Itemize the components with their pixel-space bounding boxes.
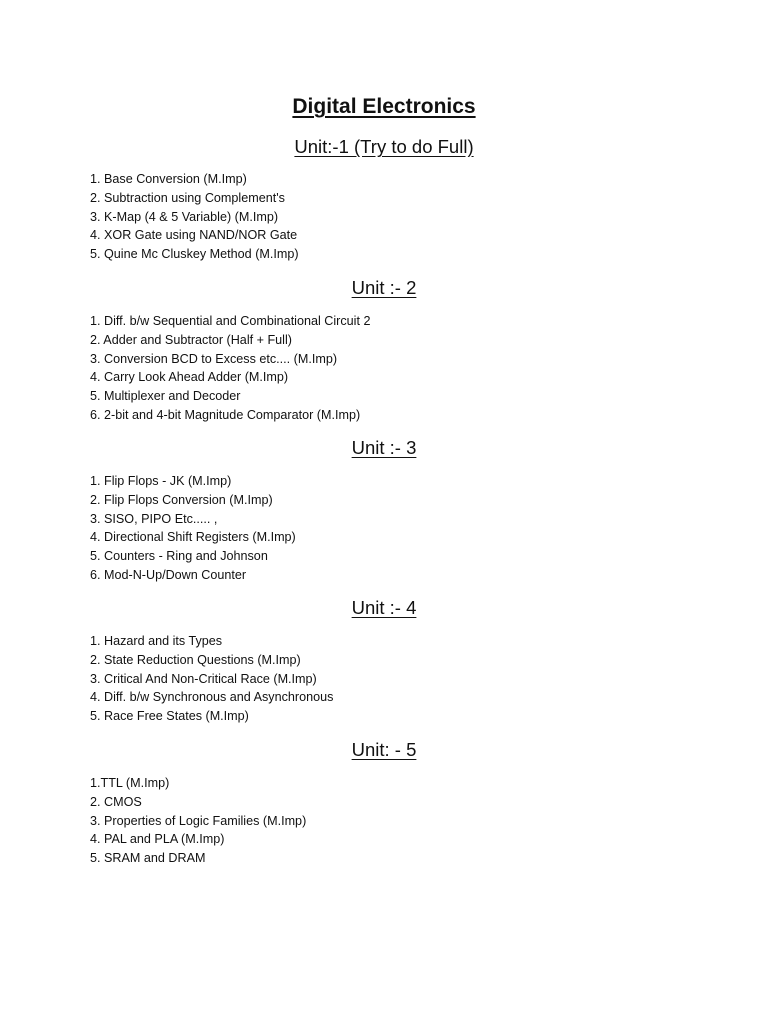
list-item: 2. CMOS [90, 794, 142, 809]
list-item: 2. State Reduction Questions (M.Imp) [90, 652, 301, 667]
list-item: 4. Carry Look Ahead Adder (M.Imp) [90, 370, 289, 385]
list-item: 5. Race Free States (M.Imp) [90, 709, 249, 724]
list-item: 5. SRAM and DRAM [90, 851, 206, 866]
unit-1-heading: Unit:-1 (Try to do Full) [294, 136, 474, 157]
list-item: 3. Conversion BCD to Excess etc.... (M.Imp) [90, 351, 338, 366]
list-item: 5. Quine Mc Cluskey Method (M.Imp) [90, 247, 299, 262]
unit-3-list [90, 472, 296, 585]
list-item: 2. Subtraction using Complement's [90, 190, 285, 205]
list-item: 2. Adder and Subtractor (Half + Full) [90, 332, 292, 347]
list-item: 1. Diff. b/w Sequential and Combinational Circuit 2 [90, 314, 371, 328]
unit-5-list [90, 774, 306, 868]
list-item: 6. 2-bit and 4-bit Magnitude Comparator (M.Imp) [90, 407, 361, 422]
list-item: 3. Critical And Non-Critical Race (M.Imp) [90, 671, 317, 686]
list-item: 6. Mod-N-Up/Down Counter [90, 567, 247, 582]
list-item: 1. Flip Flops - JK (M.Imp) [90, 474, 232, 488]
list-item: 3. K-Map (4 & 5 Variable) (M.Imp) [90, 209, 279, 224]
list-item: 4. Directional Shift Registers (M.Imp) [90, 530, 296, 545]
list-item: 3. Properties of Logic Families (M.Imp) [90, 813, 307, 828]
list-item: 1. Hazard and its Types [90, 634, 223, 648]
unit-1-list [90, 170, 299, 264]
page-title: Digital Electronics [292, 95, 476, 118]
list-item: 4. Diff. b/w Synchronous and Asynchronous [90, 690, 334, 705]
list-item: 3. SISO, PIPO Etc..... , [90, 511, 218, 526]
list-item: 5. Multiplexer and Decoder [90, 389, 241, 404]
list-item: 4. PAL and PLA (M.Imp) [90, 832, 225, 847]
unit-4-list [90, 632, 333, 726]
unit-5-heading: Unit: - 5 [351, 739, 417, 760]
unit-3-heading: Unit :- 3 [351, 437, 417, 458]
unit-2-list [90, 312, 370, 425]
list-item: 4. XOR Gate using NAND/NOR Gate [90, 228, 298, 243]
list-item: 5. Counters - Ring and Johnson [90, 549, 268, 564]
unit-2-heading: Unit :- 2 [351, 277, 417, 298]
unit-4-heading: Unit :- 4 [351, 597, 417, 618]
list-item: 2. Flip Flops Conversion (M.Imp) [90, 492, 273, 507]
list-item: 1.TTL (M.Imp) [90, 776, 170, 790]
list-item: 1. Base Conversion (M.Imp) [90, 172, 247, 186]
